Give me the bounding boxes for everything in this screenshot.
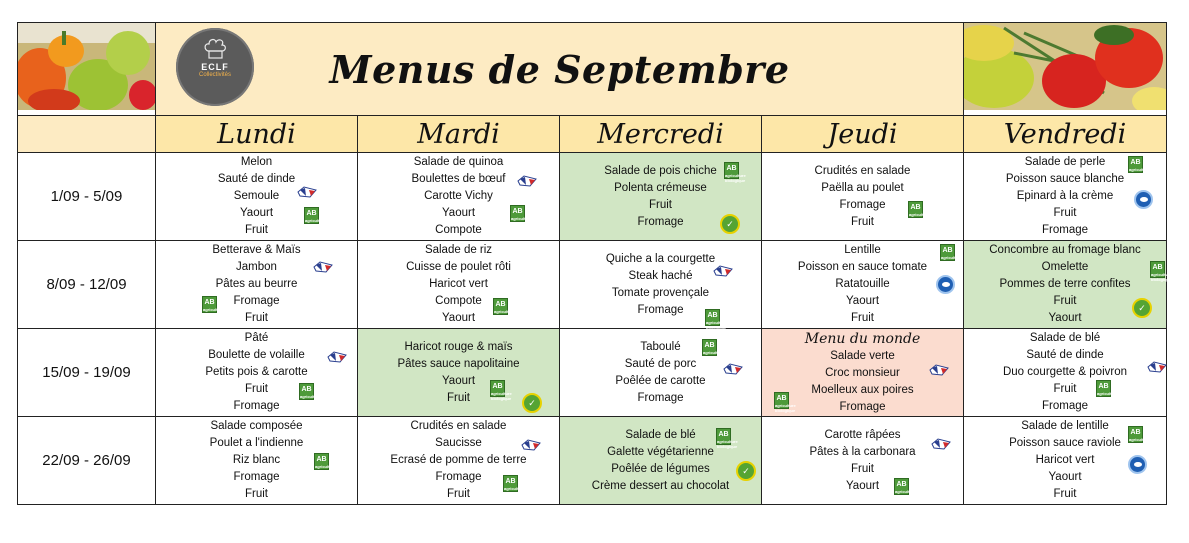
menu-item: Concombre au fromage blanc — [989, 244, 1141, 256]
menu-item: Pâtes sauce napolitaine — [397, 357, 520, 370]
menu-item: Fromage — [435, 471, 482, 483]
organic-ab-icon: AB agriculture biologique — [702, 339, 717, 356]
organic-ab-icon: AB agriculture biologique — [503, 475, 518, 492]
menu-item: Fruit — [245, 488, 268, 500]
menu-item: Salade de quinoa — [413, 156, 504, 168]
vegetarian-leaf-icon: ✓ — [720, 214, 740, 234]
menu-item: Fromage — [839, 400, 886, 413]
menu-item: Riz blanc — [232, 454, 281, 466]
page-title: Menus de Septembre — [329, 46, 790, 92]
menu-item: Epinard à la crème — [1016, 190, 1114, 202]
menu-cell-mercredi — [560, 241, 762, 329]
week-label: 1/09 - 5/09 — [18, 153, 156, 241]
menu-item: Pâtes au beurre — [215, 278, 298, 290]
menu-item: Salade de lentille — [1021, 420, 1109, 432]
bleu-blanc-coeur-icon — [930, 436, 952, 451]
msc-fish-icon — [1134, 190, 1153, 209]
world-menu-heading: Menu du monde — [804, 330, 921, 347]
menu-item: Saucisse — [435, 437, 482, 449]
organic-ab-icon: AB agriculture biologique — [1096, 380, 1111, 397]
organic-ab-icon: AB agriculture biologique — [1128, 156, 1143, 173]
menu-cell-vendredi — [964, 417, 1167, 505]
menu-cell-jeudi — [762, 241, 964, 329]
menu-item: Yaourt — [441, 374, 476, 387]
organic-ab-icon: AB agriculture biologique — [493, 298, 508, 315]
menu-cell-jeudi — [762, 153, 964, 241]
menu-item: Poêlée de légumes — [611, 462, 710, 475]
menu-cell-vendredi — [964, 241, 1172, 329]
menu-cell-mercredi — [560, 329, 762, 417]
menu-item: Salade de riz — [424, 244, 493, 256]
menu-item: Salade composée — [210, 420, 303, 432]
menu-cell-mercredi — [560, 417, 762, 505]
menu-item: Crudités en salade — [410, 420, 507, 432]
menu-item: Salade verte — [830, 349, 895, 362]
menu-item: Moelleux aux poires — [811, 383, 914, 396]
menu-item: Ecrasé de pomme de terre — [390, 454, 527, 466]
menu-item: Semoule — [233, 190, 280, 202]
menu-item: Boulette de volaille — [208, 349, 305, 361]
vegetables-image-left — [18, 23, 155, 110]
vegetables-photo-right — [964, 23, 1167, 116]
menu-item: Galette végétarienne — [607, 445, 714, 458]
menu-item: Fruit — [851, 462, 874, 475]
organic-ab-icon: AB agriculture biologique — [304, 207, 319, 224]
menu-cell-jeudi — [762, 417, 964, 505]
header-corner — [18, 116, 156, 153]
menu-item: Fruit — [649, 198, 672, 211]
menu-item: Fruit — [1053, 295, 1077, 307]
bleu-blanc-coeur-icon — [928, 362, 950, 377]
menu-item: Compote — [435, 295, 482, 307]
menu-item: Carotte Vichy — [424, 190, 493, 202]
menu-item: Salade de pois chiche — [604, 164, 717, 177]
logo-name: ECLF — [201, 62, 229, 72]
menu-item: Poulet a l'indienne — [209, 437, 304, 449]
menu-item: Salade de perle — [1024, 156, 1106, 168]
day-lundi: Lundi — [156, 116, 358, 153]
menu-item: Ratatouille — [835, 278, 890, 290]
organic-ab-icon: AB agriculture biologique — [894, 478, 909, 495]
organic-ab-icon: AB agriculture biologique — [724, 162, 739, 179]
menu-item: Yaourt — [1048, 312, 1082, 324]
vegetarian-leaf-icon: ✓ — [1132, 298, 1152, 318]
menu-item: Fruit — [851, 215, 874, 228]
menu-item: Yaourt — [1048, 471, 1082, 483]
menu-item: Omelette — [1041, 261, 1089, 273]
menu-cell-vendredi — [964, 153, 1167, 241]
menu-item: Duo courgette & poivron — [1002, 366, 1128, 378]
vegetarian-leaf-icon: ✓ — [736, 461, 756, 481]
menu-item: Sauté de dinde — [217, 173, 296, 185]
menu-item: Fromage — [1041, 224, 1089, 236]
menu-item: Fruit — [245, 224, 268, 236]
menu-item: Fruit — [245, 312, 268, 324]
organic-ab-icon: AB agriculture biologique — [940, 244, 955, 261]
menu-cell-mardi — [358, 329, 560, 417]
menu-item: Poisson en sauce tomate — [797, 261, 928, 273]
menu-cell-jeudi — [762, 329, 964, 417]
menu-item: Jambon — [236, 261, 277, 273]
menu-item: Fruit — [1053, 383, 1077, 395]
organic-ab-icon: AB agriculture biologique — [1128, 426, 1143, 443]
organic-ab-icon: AB agriculture biologique — [908, 201, 923, 218]
menu-item: Polenta crémeuse — [614, 181, 707, 194]
menu-item: Fruit — [1053, 488, 1077, 500]
day-mercredi: Mercredi — [560, 116, 762, 153]
menu-item: Fromage — [233, 471, 280, 483]
organic-ab-icon: AB agriculture biologique — [716, 428, 731, 445]
menu-item: Paëlla au poulet — [821, 181, 904, 194]
menu-cell-lundi — [156, 241, 358, 329]
menu-item: Sauté de porc — [624, 357, 697, 370]
day-jeudi: Jeudi — [762, 116, 964, 153]
bleu-blanc-coeur-icon — [520, 437, 542, 452]
menu-item: Haricot rouge & maïs — [404, 340, 513, 353]
organic-ab-icon: AB agriculture biologique — [1150, 261, 1165, 278]
bleu-blanc-coeur-icon — [296, 184, 318, 199]
title-banner — [156, 23, 964, 116]
menu-item: Fruit — [245, 383, 268, 395]
menu-item: Fromage — [839, 198, 886, 211]
bleu-blanc-coeur-icon — [1146, 359, 1168, 374]
menu-item: Melon — [240, 156, 273, 168]
msc-fish-icon — [936, 275, 955, 294]
menu-item: Fromage — [637, 303, 684, 316]
vegetables-image-right — [964, 23, 1166, 110]
menu-item: Fruit — [447, 488, 470, 500]
menu-item: Taboulé — [640, 340, 681, 353]
menu-item: Compote — [435, 224, 482, 236]
menu-item: Fruit — [1053, 207, 1077, 219]
day-vendredi: Vendredi — [964, 116, 1167, 153]
menu-table — [17, 22, 1172, 505]
vegetarian-leaf-icon: ✓ — [522, 393, 542, 413]
organic-ab-icon: AB agriculture biologique — [774, 392, 789, 409]
day-mardi: Mardi — [358, 116, 560, 153]
menu-item: Carotte râpées — [824, 428, 901, 441]
menu-item: Fromage — [233, 295, 280, 307]
organic-ab-icon: AB agriculture biologique — [299, 383, 314, 400]
menu-item: Boulettes de bœuf — [411, 173, 506, 185]
menu-item: Yaourt — [239, 207, 274, 219]
menu-item: Yaourt — [441, 207, 476, 219]
menu-item: Crème dessert au chocolat — [591, 479, 730, 492]
menu-cell-vendredi — [964, 329, 1167, 417]
organic-ab-icon: AB agriculture biologique — [510, 205, 525, 222]
menu-item: Crudités en salade — [814, 164, 911, 177]
bleu-blanc-coeur-icon — [516, 173, 538, 188]
vegetables-photo-left — [18, 23, 156, 116]
menu-item: Pâté — [244, 332, 269, 344]
menu-item: Salade de blé — [625, 428, 696, 441]
menu-item: Poisson sauce raviole — [1009, 437, 1121, 449]
menu-item: Fromage — [1041, 400, 1089, 412]
organic-ab-icon: AB agriculture biologique — [705, 309, 720, 326]
week-label: 22/09 - 26/09 — [18, 417, 156, 505]
organic-ab-icon: AB agriculture biologique — [202, 296, 217, 313]
menu-item: Betterave & Maïs — [212, 244, 301, 256]
menu-item: Petits pois & carotte — [205, 366, 308, 378]
week-label: 8/09 - 12/09 — [18, 241, 156, 329]
menu-item: Poêlée de carotte — [615, 374, 706, 387]
menu-item: Haricot vert — [429, 278, 488, 290]
bleu-blanc-coeur-icon — [712, 263, 734, 278]
menu-item: Pâtes à la carbonara — [809, 445, 916, 458]
menu-item: Yaourt — [441, 312, 476, 324]
bleu-blanc-coeur-icon — [312, 259, 334, 274]
bleu-blanc-coeur-icon — [326, 349, 348, 364]
menu-item: Steak haché — [628, 269, 693, 282]
menu-item: Cuisse de poulet rôti — [406, 261, 511, 273]
company-logo — [176, 28, 254, 106]
menu-item: Fromage — [637, 215, 684, 228]
menu-item: Lentille — [844, 244, 881, 256]
msc-fish-icon — [1128, 455, 1147, 474]
menu-item: Fruit — [851, 312, 874, 324]
menu-cell-mercredi — [560, 153, 762, 241]
bleu-blanc-coeur-icon — [722, 361, 744, 376]
menu-item: Poisson sauce blanche — [1005, 173, 1125, 185]
menu-item: Fromage — [233, 400, 280, 412]
menu-cell-mardi — [358, 153, 560, 241]
menu-item: Haricot vert — [1035, 454, 1095, 466]
week-label: 15/09 - 19/09 — [18, 329, 156, 417]
menu-cell-lundi — [156, 417, 358, 505]
organic-ab-icon: AB agriculture biologique — [314, 453, 329, 470]
menu-item: Salade de blé — [1029, 332, 1101, 344]
menu-item: Yaourt — [845, 295, 880, 307]
menu-item: Sauté de dinde — [1026, 349, 1104, 361]
menu-item: Fruit — [447, 391, 470, 404]
menu-item: Croc monsieur — [825, 366, 900, 379]
chef-hat-icon — [203, 38, 227, 60]
menu-item: Fromage — [637, 391, 684, 404]
menu-cell-lundi — [156, 153, 358, 241]
menu-item: Tomate provençale — [611, 286, 710, 299]
menu-cell-mardi — [358, 417, 560, 505]
organic-ab-icon: AB agriculture biologique — [490, 380, 505, 397]
menu-cell-lundi — [156, 329, 358, 417]
menu-item: Quiche a la courgette — [605, 252, 716, 265]
logo-subtitle: Collectivités — [198, 72, 231, 78]
menu-item: Pommes de terre confites — [999, 278, 1131, 290]
menu-item: Yaourt — [845, 479, 880, 492]
menu-cell-mardi — [358, 241, 560, 329]
